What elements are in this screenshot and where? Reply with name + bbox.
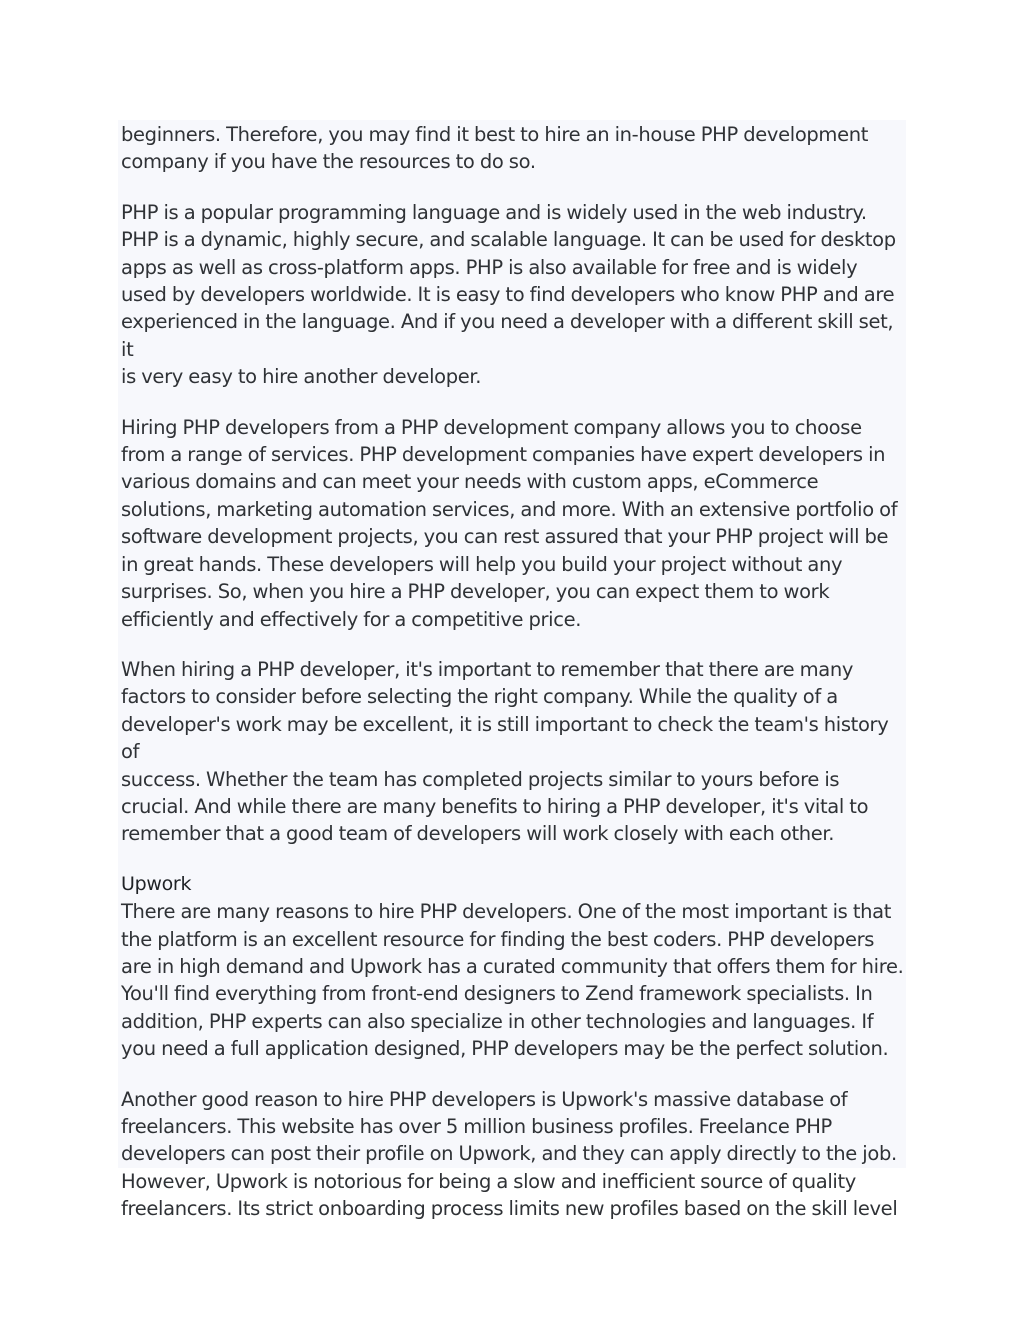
paragraph-hiring-considerations: When hiring a PHP developer, it's important to remember that there are many factors to consider before selecting the right company. While the quality of a developer's work may be excellent, it is still important to check the team's history of success. Whether the team has completed projects similar to yours before is crucial. And while there are many benefits to hiring a PHP developer, it's vital to remember that a good team of developers will work closely with each other. — [121, 657, 889, 846]
paragraph-php-overview: PHP is a popular programming language and is widely used in the web industry. PHP is a dynamic, highly secure, and scalable language. It can be used for desktop apps as well as cross-platform apps. PHP is also available for free and is widely used by developers worldwide. It is easy to find developers who know PHP and are experienced in the language. And if you need a developer with a different skill set, it is very easy to hire another developer. — [121, 200, 896, 389]
paragraph-php-development-company: Hiring PHP developers from a PHP development company allows you to choose from a range of services. PHP development companies have expert developers in various domains and can meet your needs with custom apps, eCommerce solutions, marketing automation services, and more. With an extensive portfolio of software development projects, you can rest assured that your PHP project will be in great hands. These developers will help you build your project without any surprises. So, when you hire a PHP developer, you can expect them to work efficiently and effectively for a competitive price. — [121, 415, 898, 631]
section-heading-upwork: Upwork — [121, 872, 192, 895]
paragraph-upwork-database: Another good reason to hire PHP developers is Upwork's massive database of freelancers. This website has over 5 million business profiles. Freelance PHP developers can post their profile on Upwork, and they can apply directly to the job. However, Upwork is notorious for being a slow and inefficient source of quality freelancers. Its strict onboarding process limits new profiles based on the skill level — [121, 1087, 898, 1221]
paragraph-intro-continuation: beginners. Therefore, you may find it best to hire an in-house PHP development company if you have the resources to do so. — [121, 123, 869, 174]
paragraph-upwork-reasons: There are many reasons to hire PHP developers. One of the most important is that the platform is an excellent resource for finding the best coders. PHP developers are in high demand and Upwork has a curated community that offers them for hire. You'll find everything from front-end designers to Zend framework specialists. In addition, PHP experts can also specialize in other technologies and languages. If you need a full application designed, PHP developers may be the perfect solution. — [121, 900, 904, 1061]
document-text-block — [118, 120, 906, 1221]
